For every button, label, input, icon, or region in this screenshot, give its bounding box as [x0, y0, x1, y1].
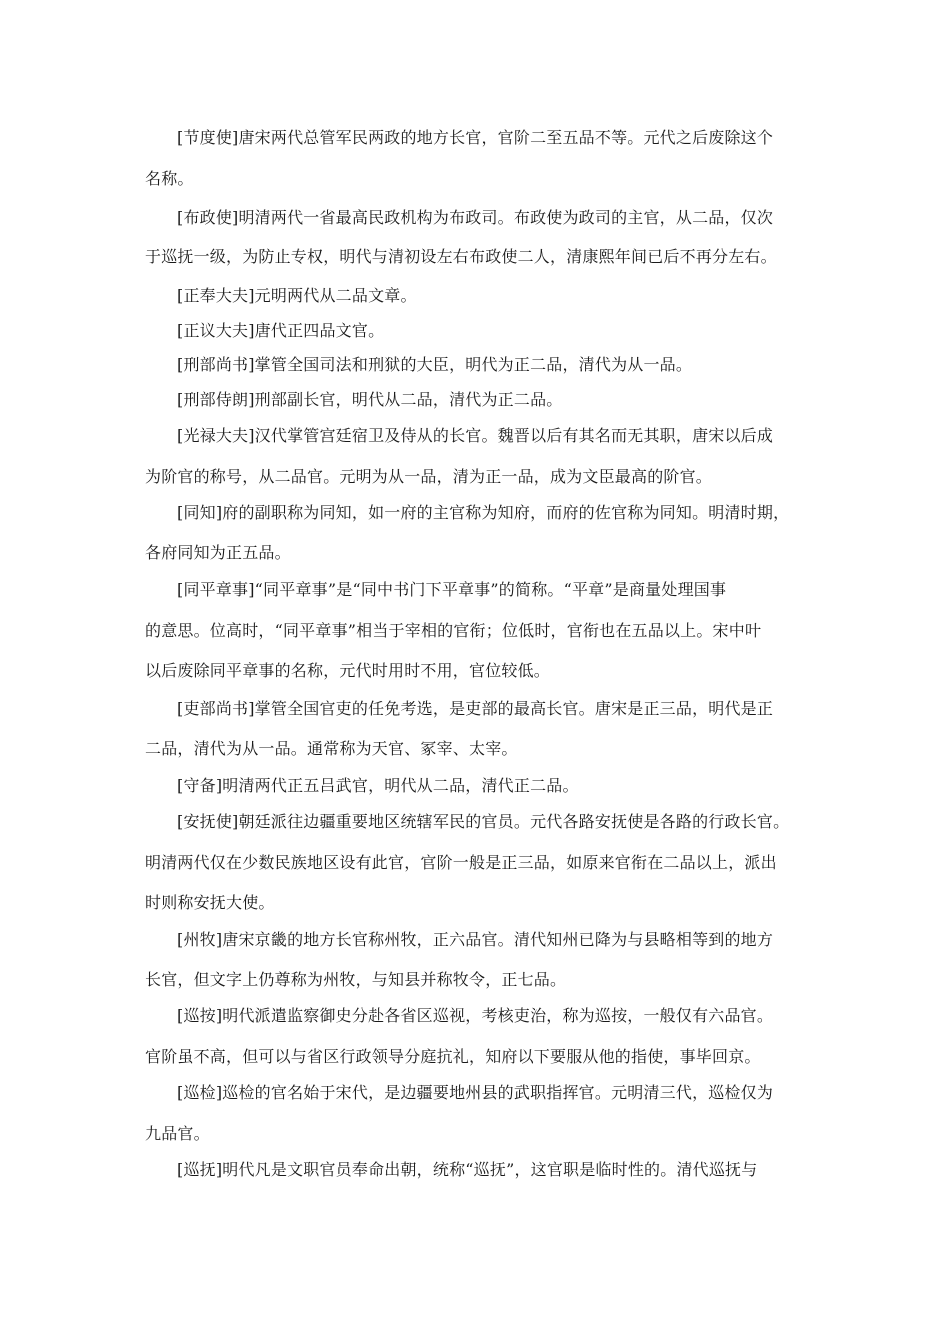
text-line: [正奉大夫]元明两代从二品文章。 — [177, 286, 417, 305]
text-line: [安抚使]朝廷派往边疆重要地区统辖军民的官员。元代各路安抚使是各路的行政长官。 — [177, 812, 790, 831]
text-line: [守备]明清两代正五吕武官，明代从二品，清代正二品。 — [177, 776, 579, 795]
text-line: [正议大夫]唐代正四品文官。 — [177, 321, 385, 340]
text-line: [光禄大夫]汉代掌管宫廷宿卫及侍从的长官。魏晋以后有其名而无其职，唐宋以后成 — [177, 426, 774, 445]
text-line: 于巡抚一级，为防止专权，明代与清初设左右布政使二人，清康熙年间已后不再分左右。 — [145, 247, 777, 266]
text-line: 九品官。 — [145, 1124, 210, 1143]
text-line: 明清两代仅在少数民族地区设有此官，官阶一般是正三品，如原来官衔在二品以上，派出 — [145, 853, 777, 872]
text-line: 长官，但文字上仍尊称为州牧，与知县并称牧令，正七品。 — [145, 970, 567, 989]
text-line: 名称。 — [145, 169, 194, 188]
text-line: 各府同知为正五品。 — [145, 543, 291, 562]
text-line: 二品，清代为从一品。通常称为天官、冢宰、太宰。 — [145, 739, 518, 758]
text-line: [巡按]明代派遣监察御史分赴各省区巡视，考核吏治，称为巡按，一般仅有六品官。 — [177, 1006, 774, 1025]
text-line: [巡抚]明代凡是文职官员奉命出朝，统称“巡抚”，这官职是临时性的。清代巡抚与 — [177, 1160, 758, 1179]
text-line: [吏部尚书]掌管全国官吏的任免考选，是吏部的最高长官。唐宋是正三品，明代是正 — [177, 699, 774, 718]
text-line: [巡检]巡检的官名始于宋代，是边疆要地州县的武职指挥官。元明清三代，巡检仅为 — [177, 1083, 774, 1102]
text-line: 的意思。位高时，“同平章事”相当于宰相的官衔；位低时，官衔也在五品以上。宋中叶 — [145, 621, 762, 640]
text-line: 时则称安抚大使。 — [145, 893, 275, 912]
text-line: [同平章事]“同平章事”是“同中书门下平章事”的简称。“平章”是商量处理国事 — [177, 580, 727, 599]
text-line: [刑部侍朗]刑部副长官，明代从二品，清代为正二品。 — [177, 390, 563, 409]
text-line: 以后废除同平章事的名称，元代时用时不用，官位较低。 — [145, 661, 551, 680]
text-line: [刑部尚书]掌管全国司法和刑狱的大臣，明代为正二品，清代为从一品。 — [177, 355, 693, 374]
text-line: [同知]府的副职称为同知，如一府的主官称为知府，而府的佐官称为同知。明清时期， — [177, 503, 790, 522]
text-line: [节度使]唐宋两代总管军民两政的地方长官，官阶二至五品不等。元代之后废除这个 — [177, 128, 774, 147]
text-line: 为阶官的称号，从二品官。元明为从一品，清为正一品，成为文臣最高的阶官。 — [145, 467, 713, 486]
text-line: [州牧]唐宋京畿的地方长官称州牧，正六品官。清代知州已降为与县略相等到的地方 — [177, 930, 774, 949]
text-line: [布政使]明清两代一省最高民政机构为布政司。布政使为政司的主官，从二品，仅次 — [177, 208, 774, 227]
text-line: 官阶虽不高，但可以与省区行政领导分庭抗礼，知府以下要服从他的指使，事毕回京。 — [145, 1047, 761, 1066]
